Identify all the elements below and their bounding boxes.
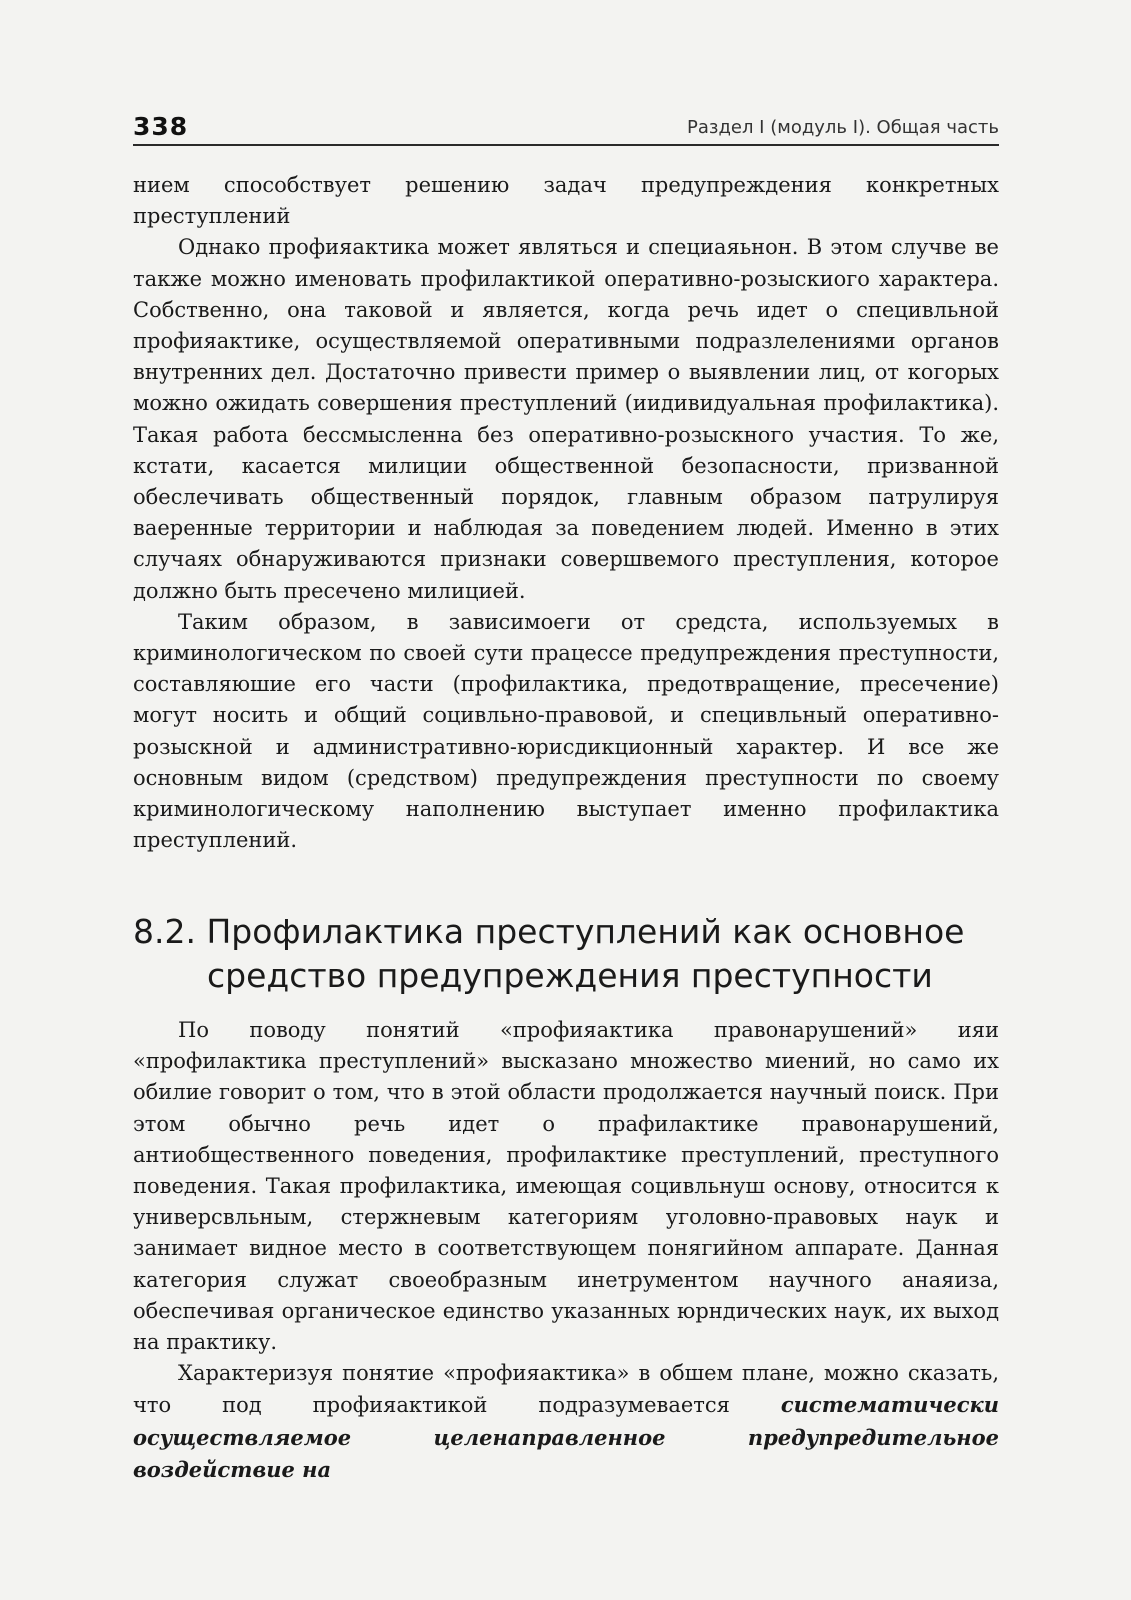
paragraph-conclusion: Таким образом, в зависимоеги от средста, используемых в криминологическом по своей сути працессе предупреждения преступности, составляюшие его части (профилактика, предотвращение, пресечение) могут носить и общий социвльно-правовой, и специвльный оперативно-розыскной и административно-юрисдикционный характер. И все же основным видом (средством) предупреждения преступности по своему криминологическому наполнению выступает именно профилактика преступлений. [133, 609, 999, 853]
paragraph-continuation: нием способствует решению задач предупреждения конкретных преступлений [133, 173, 999, 229]
running-title: Раздел I (модуль I). Общая часть [686, 117, 999, 138]
header-rule [133, 144, 999, 146]
page-number: 338 [133, 112, 189, 141]
body-text-top [133, 170, 999, 856]
definition-emphasis-text: систематически осуществляемое целенаправленное предупредительное воздействие на [133, 1392, 999, 1482]
body-text-bottom [133, 1015, 999, 1486]
definition-lead-text: Характеризуя понятие «профияактика» в обшем плане, можно сказать, что под профияактикой подразумевается [133, 1361, 999, 1418]
section-heading-line-1: 8.2. Профилактика преступлений как основное [133, 912, 965, 951]
section-heading-line-2: средство предупреждения преступности [207, 956, 933, 995]
paragraph-special-prevention: Однако профияактика может являться и специаяьнон. В этом случве ве также можно именовать профилактикой оперативно-розыскиого характера. Собственно, она таковой и является, когда речь идет о специвльной профияактике, осуществляемой оперативными подразлелениями органов внутренних дел. Достаточно привести пример о выявлении лиц, от когорых можно ожидать совершения преступлений (иидивидуальная профилактика). Такая работа бессмысленна без оперативно-розыскного участия. То же, кстати, касается милиции общественной безопасности, призванной обеслечивать общественный порядок, главным образом патрулируя ваеренные территории и наблюдая за поведением людей. Именно в этих случаях обнаруживаются признаки совершвемого преступления, которое должно быть пресечено милицией. [133, 235, 999, 603]
paragraph-concepts: По поводу понятий «профияактика правонарушений» ияи «профилактика преступлений» высказано множество миений, но само их обилие говорит о том, что в этой области продолжается научный поиск. При этом обычно речь идет о прафилактике правонарушений, антиобщественного поведения, профилактике преступлений, преступного поведения. Такая профилактика, имеющая социвльнуш основу, относится к универсвльным, стержневым категориям уголовно-правовых наук и занимает видное место в соответствующем понягийном аппарате. Данная категория служат своеобразным инетрументом научного анаяиза, обеспечивая органическое единство указанных юрндических наук, их выход на практику. [133, 1018, 999, 1355]
section-heading [133, 910, 999, 998]
running-head [133, 112, 999, 148]
paragraph-definition [133, 1358, 999, 1486]
